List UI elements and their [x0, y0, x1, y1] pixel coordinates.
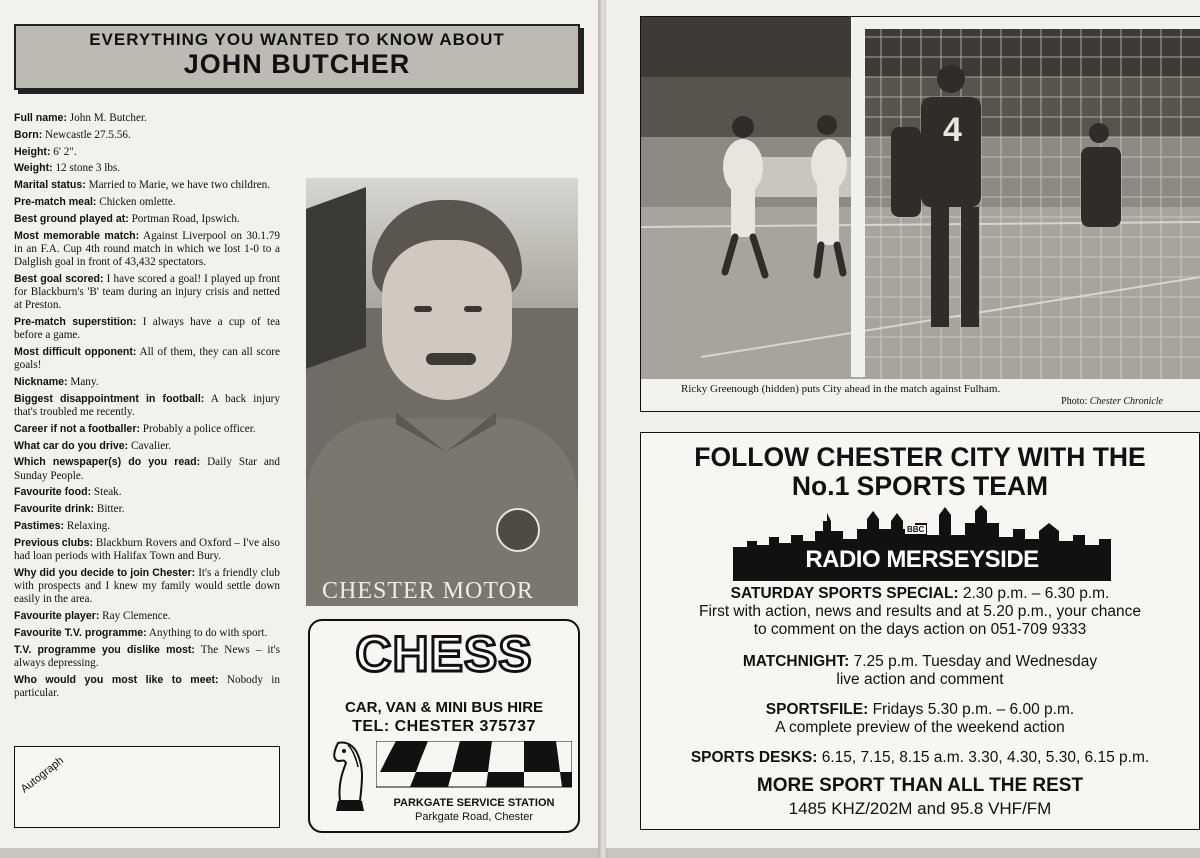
- profile-fact: [14, 486, 280, 499]
- fact-label: Pre-match meal:: [14, 195, 97, 208]
- chess-ad-phone: TEL: CHESTER 375737: [352, 718, 536, 735]
- fact-value: Bitter.: [94, 503, 125, 516]
- fact-label: Pre-match superstition:: [14, 315, 137, 328]
- fact-label: T.V. programme you dislike most:: [14, 643, 195, 656]
- profile-fact: [14, 503, 280, 516]
- fact-value: I always have a cup of tea before a game.: [14, 315, 280, 342]
- fact-label: Who would you most like to meet:: [14, 673, 219, 686]
- fact-label: Favourite T.V. programme:: [14, 626, 147, 639]
- fact-value: All of them, they can all score goals!: [14, 345, 280, 372]
- sportsfile-time: Fridays 5.30 p.m. – 6.00 p.m.: [868, 701, 1075, 718]
- profile-facts-list: [14, 112, 280, 704]
- saturday-desc-line1: First with action, news and results and at 5.20 p.m., your chance: [699, 603, 1141, 620]
- saturday-desc-line2: to comment on the days action on 051-709 9333: [753, 621, 1087, 638]
- fact-value: Married to Marie, we have two children.: [85, 179, 271, 192]
- radio-merseyside-advert: [640, 432, 1200, 830]
- profile-fact: [14, 423, 280, 436]
- fact-value: Anything to do with sport.: [146, 626, 268, 639]
- radio-ad-headline: [641, 443, 1199, 501]
- autograph-label: Autograph: [18, 754, 67, 796]
- radio-station-name: RADIO MERSEYSIDE: [805, 546, 1039, 573]
- left-page: [0, 0, 600, 848]
- profile-header: [14, 24, 580, 90]
- profile-fact: [14, 376, 280, 389]
- autograph-box: [14, 746, 280, 828]
- fact-value: Portman Road, Ipswich.: [128, 212, 240, 225]
- fact-label: Full name:: [14, 112, 67, 124]
- sportsfile-desc: A complete preview of the weekend action: [775, 719, 1065, 736]
- fact-label: Weight:: [14, 162, 53, 175]
- profile-fact: [14, 179, 280, 192]
- photo-caption: Ricky Greenough (hidden) puts City ahead in the match against Fulham.: [681, 383, 1001, 395]
- chess-ad-services: CAR, VAN & MINI BUS HIRE: [344, 699, 544, 716]
- fact-value: Relaxing.: [64, 519, 111, 532]
- saturday-time: 2.30 p.m. – 6.30 p.m.: [958, 585, 1110, 602]
- profile-fact: [14, 162, 280, 175]
- chessboard-graphic: [376, 741, 572, 803]
- profile-fact: [14, 520, 280, 533]
- fact-value: 6' 2".: [50, 145, 77, 158]
- fact-label: Marital status:: [14, 179, 86, 192]
- profile-fact: [14, 537, 280, 563]
- profile-fact: [14, 674, 280, 700]
- fact-value: Daily Star and Sunday People.: [14, 456, 280, 482]
- saturday-label: SATURDAY SPORTS SPECIAL:: [730, 585, 959, 602]
- fact-label: Career if not a footballer:: [14, 422, 140, 435]
- fact-value: Chicken omlette.: [96, 195, 176, 208]
- fact-value: Nobody in particular.: [14, 673, 280, 699]
- profile-fact: [14, 456, 280, 482]
- profile-fact: [14, 567, 280, 607]
- fact-value: Newcastle 27.5.56.: [42, 128, 131, 141]
- fact-value: Cavalier.: [128, 439, 172, 452]
- profile-fact: [14, 644, 280, 670]
- player-portrait-photo: [306, 178, 578, 606]
- fact-label: Biggest disappointment in football:: [14, 392, 205, 405]
- photo-credit-prefix: Photo:: [1061, 396, 1090, 407]
- fact-label: Pastimes:: [14, 519, 65, 532]
- sports-desks-label: SPORTS DESKS:: [690, 749, 818, 766]
- photo-credit-source: Chester Chronicle: [1089, 396, 1163, 407]
- match-action-photo: [641, 17, 1200, 379]
- profile-fact: [14, 273, 280, 313]
- fact-value: Steak.: [91, 486, 122, 499]
- fact-value: Many.: [67, 375, 99, 388]
- radio-ad-headline-line1: FOLLOW CHESTER CITY WITH THE: [694, 442, 1146, 472]
- fact-value: Blackburn Rovers and Oxford – I've also had loan periods with Halifax Town and Bury.: [14, 536, 280, 562]
- sports-desks: [641, 749, 1199, 767]
- chess-ad-location-name: PARKGATE SERVICE STATION: [393, 797, 555, 809]
- shirt-number: 4: [943, 111, 962, 149]
- shirt-sponsor-text: CHESTER MOTOR: [322, 578, 534, 604]
- fact-label: Favourite drink:: [14, 503, 95, 516]
- fact-label: Height:: [14, 145, 51, 158]
- fact-label: Previous clubs:: [14, 536, 93, 549]
- profile-fact: [14, 146, 280, 159]
- fact-label: What car do you drive:: [14, 439, 129, 452]
- more-sport-slogan: MORE SPORT THAN ALL THE REST: [756, 775, 1084, 796]
- chess-ad-title: CHESS: [355, 626, 533, 682]
- fact-label: Most memorable match:: [14, 229, 140, 242]
- fact-label: Favourite food:: [14, 486, 92, 499]
- fact-value: John M. Butcher.: [66, 112, 147, 124]
- profile-fact: [14, 393, 280, 419]
- sports-desks-times: 6.15, 7.15, 8.15 a.m. 3.30, 4.30, 5.30, 6.15 p.m.: [817, 749, 1150, 766]
- bbc-logo: BBC: [907, 525, 925, 534]
- fact-label: Nickname:: [14, 375, 68, 388]
- chess-hire-advert: [308, 619, 580, 833]
- profile-fact: [14, 230, 280, 270]
- matchnight-time: 7.25 p.m. Tuesday and Wednesday: [849, 653, 1098, 670]
- fact-label: Why did you decide to join Chester:: [14, 566, 196, 579]
- player-name-heading: JOHN BUTCHER: [183, 49, 411, 79]
- photo-credit: [1061, 396, 1163, 407]
- fact-label: Born:: [14, 128, 43, 141]
- fact-value: 12 stone 3 lbs.: [52, 162, 121, 175]
- match-photo-frame: [640, 16, 1200, 412]
- club-crest-icon: [496, 508, 540, 552]
- profile-fact: [14, 129, 280, 142]
- profile-fact: [14, 112, 280, 125]
- sportsfile-label: SPORTSFILE:: [765, 701, 869, 718]
- fact-value: The News – it's always depressing.: [14, 643, 280, 669]
- profile-fact: [14, 213, 280, 226]
- profile-fact: [14, 346, 280, 372]
- matchnight-desc: live action and comment: [836, 671, 1004, 688]
- fact-label: Favourite player:: [14, 609, 100, 622]
- matchnight-label: MATCHNIGHT:: [742, 653, 850, 670]
- chess-ad-address: Parkgate Road, Chester: [414, 811, 533, 823]
- fact-value: I have scored a goal! I played up front for Blackburn's 'B' team during an injury crisis and netted at Preston.: [14, 272, 280, 312]
- fact-value: Against Liverpool on 30.1.79 in an F.A. Cup 4th round match in which we lost 1-0 to a Dalglish goal in front of 43,432 spectators.: [14, 229, 280, 268]
- profile-fact: [14, 316, 280, 342]
- sportsfile: [641, 701, 1199, 737]
- fact-label: Best goal scored:: [14, 272, 104, 285]
- profile-fact: [14, 627, 280, 640]
- fact-label: Most difficult opponent:: [14, 345, 137, 358]
- profile-fact: [14, 610, 280, 623]
- fact-label: Best ground played at:: [14, 212, 129, 225]
- header-kicker: EVERYTHING YOU WANTED TO KNOW ABOUT: [89, 30, 505, 49]
- saturday-sports-special: [641, 585, 1199, 639]
- broadcast-frequencies: 1485 KHZ/202M and 95.8 VHF/FM: [788, 799, 1052, 818]
- fact-value: Probably a police officer.: [139, 422, 256, 435]
- radio-ad-headline-line2: No.1 SPORTS TEAM: [791, 471, 1049, 501]
- profile-fact: [14, 196, 280, 209]
- matchnight: [641, 653, 1199, 689]
- profile-fact: [14, 440, 280, 453]
- fact-value: It's a friendly club with prospects and I knew my family would settle down easily in the area.: [14, 566, 280, 606]
- fact-value: A back injury that's troubled me recently.: [14, 392, 280, 418]
- chess-knight-icon: [328, 731, 372, 817]
- fact-label: Which newspaper(s) do you read:: [14, 456, 201, 469]
- fact-value: Ray Clemence.: [99, 609, 171, 622]
